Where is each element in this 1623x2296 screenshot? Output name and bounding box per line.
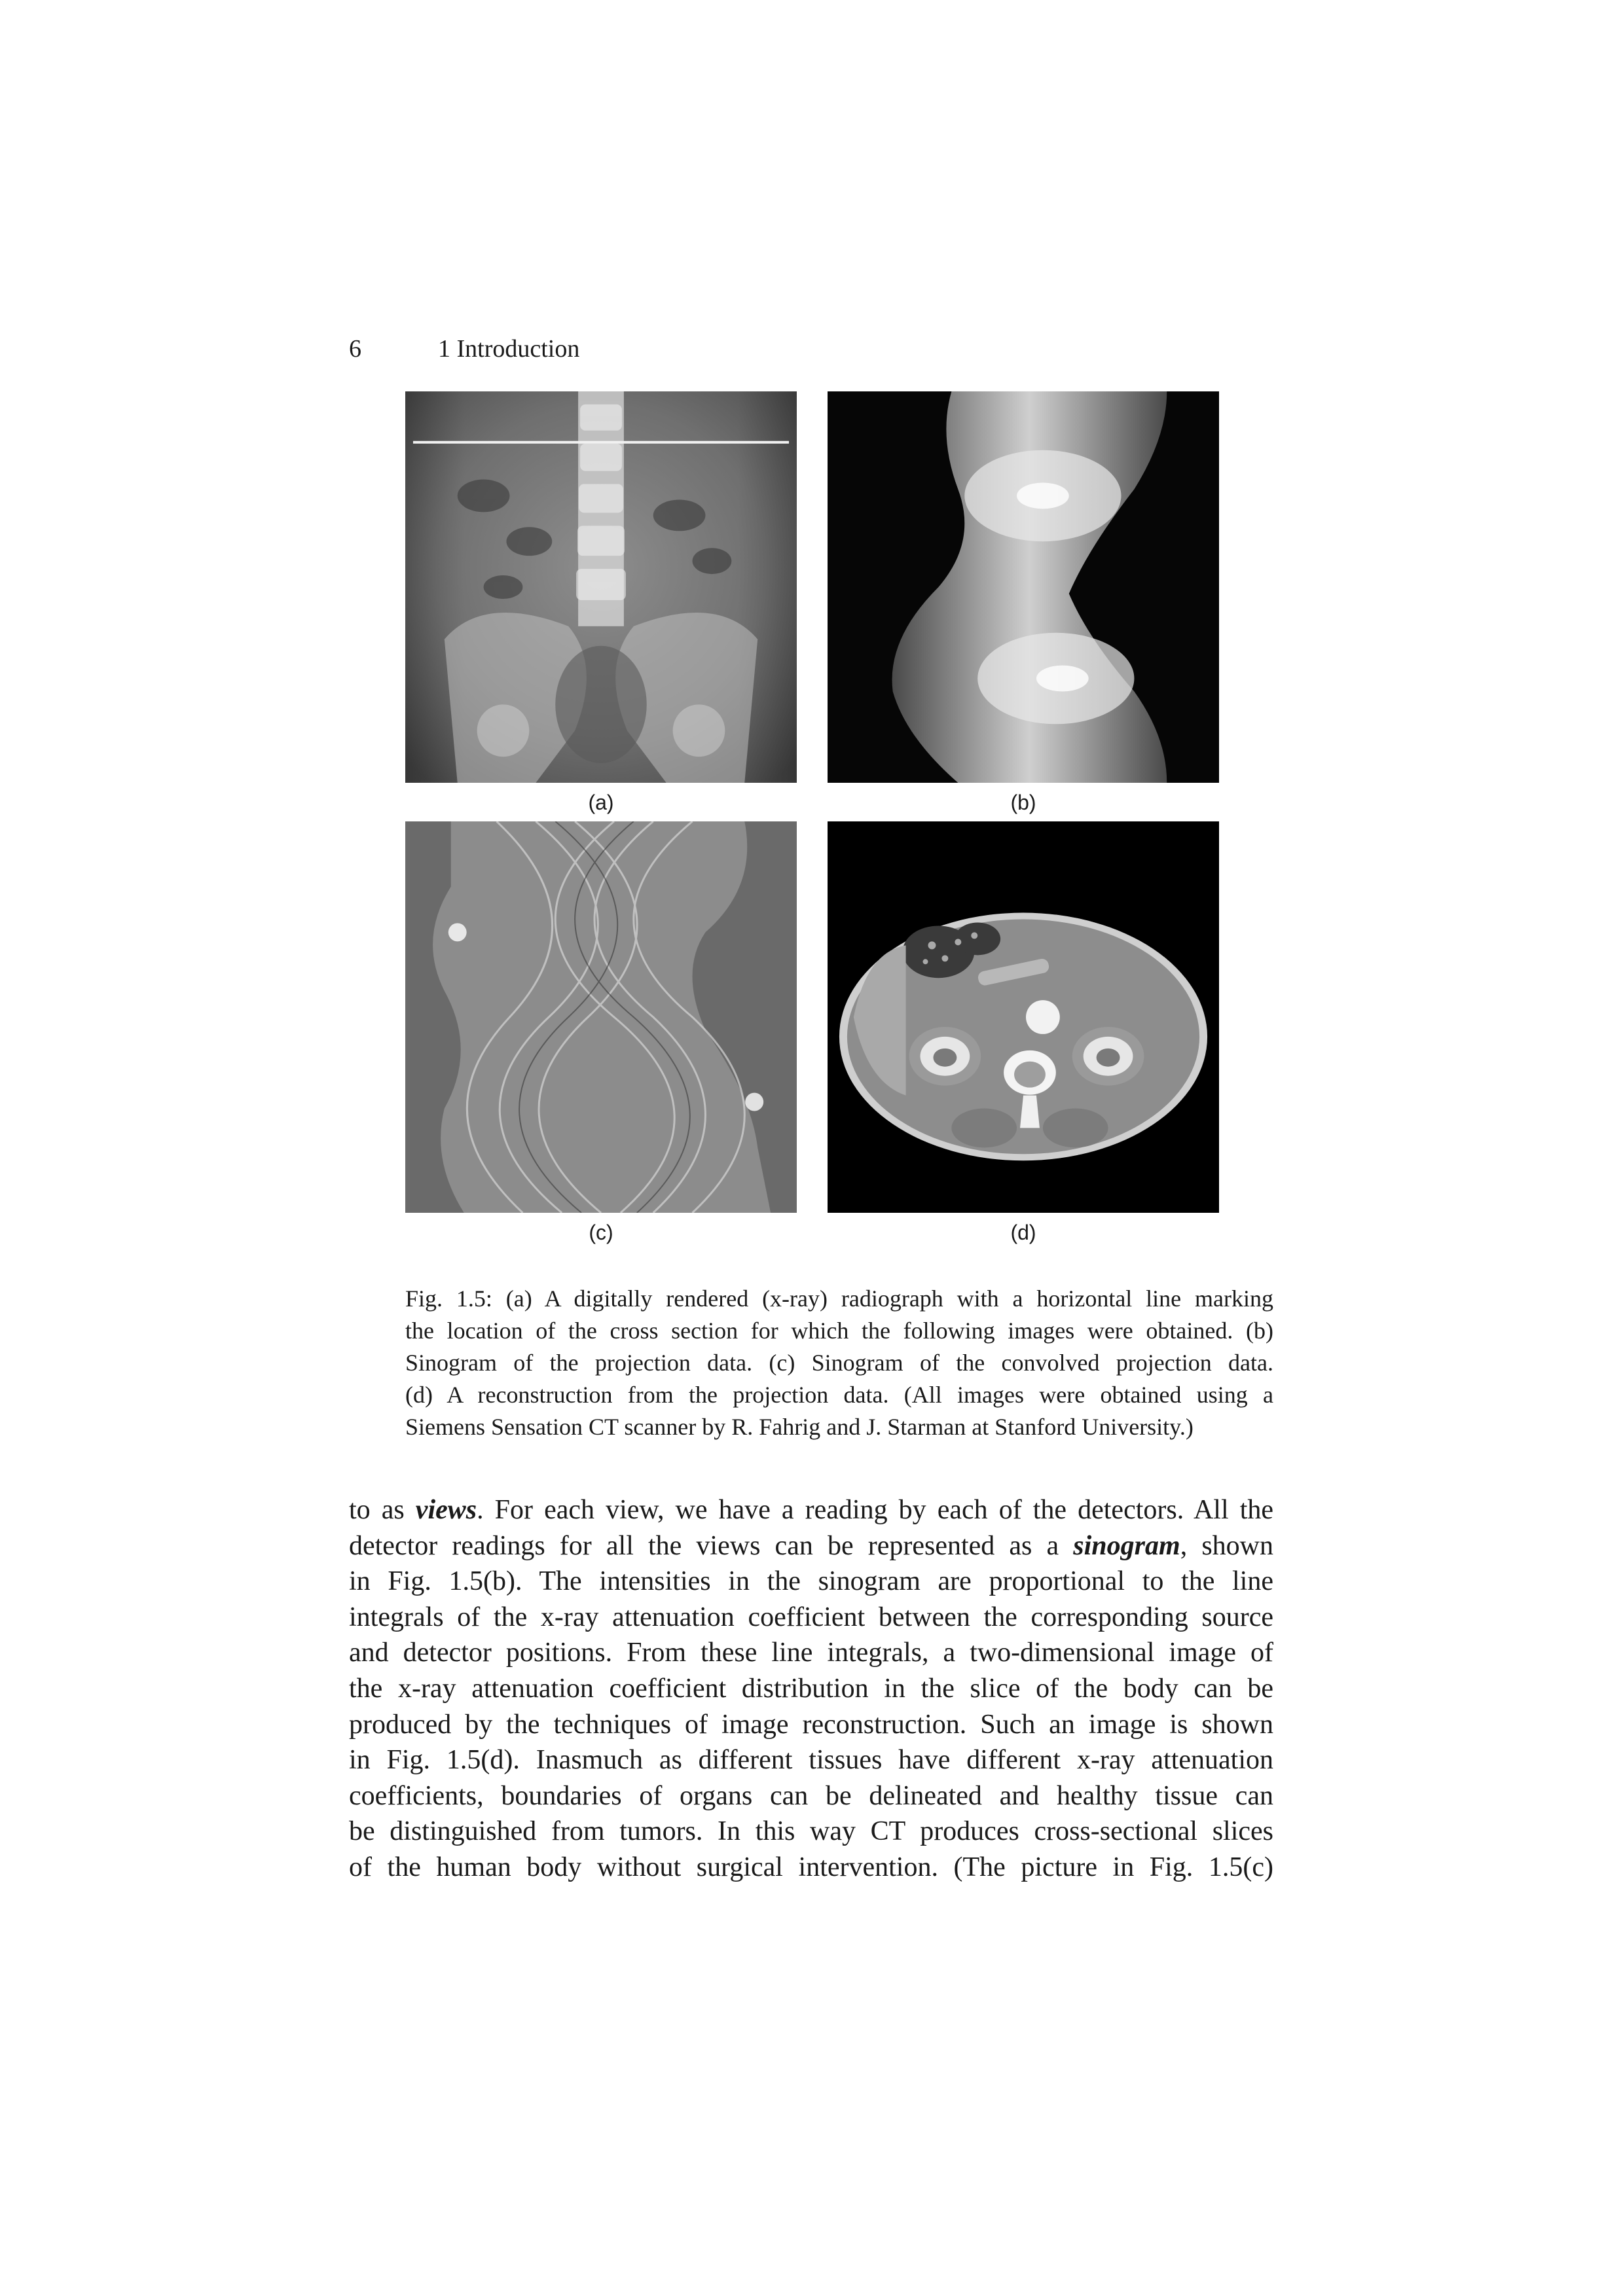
panel-label-a: (a) <box>588 791 614 814</box>
term-views: views <box>415 1495 477 1525</box>
caption-line: (d) A reconstruction from the projection data. (All images were obtained using a <box>405 1382 1273 1408</box>
figure-panel-a-radiograph <box>405 391 797 783</box>
figure-panel-b-sinogram <box>828 391 1219 783</box>
figure-panel-d-ct-reconstruction <box>828 821 1219 1213</box>
body-line: the x-ray attenuation coefficient distribution in the slice of the body can be <box>349 1673 1273 1704</box>
body-text-run: to as <box>349 1495 416 1525</box>
body-line: and detector positions. From these line integrals, a two-dimensional image of <box>349 1638 1273 1668</box>
caption-line: Siemens Sensation CT scanner by R. Fahrig and J. Starman at Stanford University.) <box>405 1414 1194 1440</box>
body-line <box>349 1492 1273 1528</box>
body-paragraph <box>349 1492 1273 1886</box>
body-line: produced by the techniques of image reconstruction. Such an image is shown <box>349 1709 1273 1740</box>
radiograph-image <box>405 391 797 783</box>
term-sinogram: sinogram <box>1073 1530 1180 1561</box>
convolved-sinogram-image <box>405 821 797 1213</box>
body-line: of the human body without surgical intervention. (The picture in Fig. 1.5(c) <box>349 1852 1273 1882</box>
body-line: integrals of the x-ray attenuation coefficient between the corresponding source <box>349 1602 1273 1632</box>
body-line: be distinguished from tumors. In this way CT produces cross-sectional slices <box>349 1816 1273 1847</box>
caption-line: Sinogram of the projection data. (c) Sinogram of the convolved projection data. <box>405 1350 1273 1376</box>
body-line <box>349 1528 1273 1564</box>
chapter-title: 1 Introduction <box>438 335 580 363</box>
panel-label-d: (d) <box>1010 1221 1036 1244</box>
body-line: in Fig. 1.5(d). Inasmuch as different tissues have different x-ray attenuation <box>349 1745 1273 1776</box>
caption-line: the location of the cross section for which the following images were obtained. (b) <box>405 1318 1273 1344</box>
body-text-run: , shown <box>1180 1530 1273 1561</box>
ct-reconstruction-image <box>828 821 1219 1213</box>
panel-label-c: (c) <box>589 1221 613 1244</box>
body-line: in Fig. 1.5(b). The intensities in the sinogram are proportional to the line <box>349 1566 1273 1597</box>
body-text-run: . For each view, we have a reading by each of the detectors. All the <box>477 1495 1274 1525</box>
panel-label-b: (b) <box>1010 791 1036 814</box>
running-head <box>349 332 1272 365</box>
figure-caption <box>405 1283 1273 1443</box>
figure-panel-c-convolved-sinogram <box>405 821 797 1213</box>
sinogram-image <box>828 391 1219 783</box>
body-line: coefficients, boundaries of organs can be delineated and healthy tissue can <box>349 1780 1273 1811</box>
body-text-run: detector readings for all the views can be represented as a <box>349 1530 1074 1561</box>
page-number: 6 <box>349 335 361 363</box>
caption-line: Fig. 1.5: (a) A digitally rendered (x-ray) radiograph with a horizontal line marking <box>405 1285 1273 1312</box>
